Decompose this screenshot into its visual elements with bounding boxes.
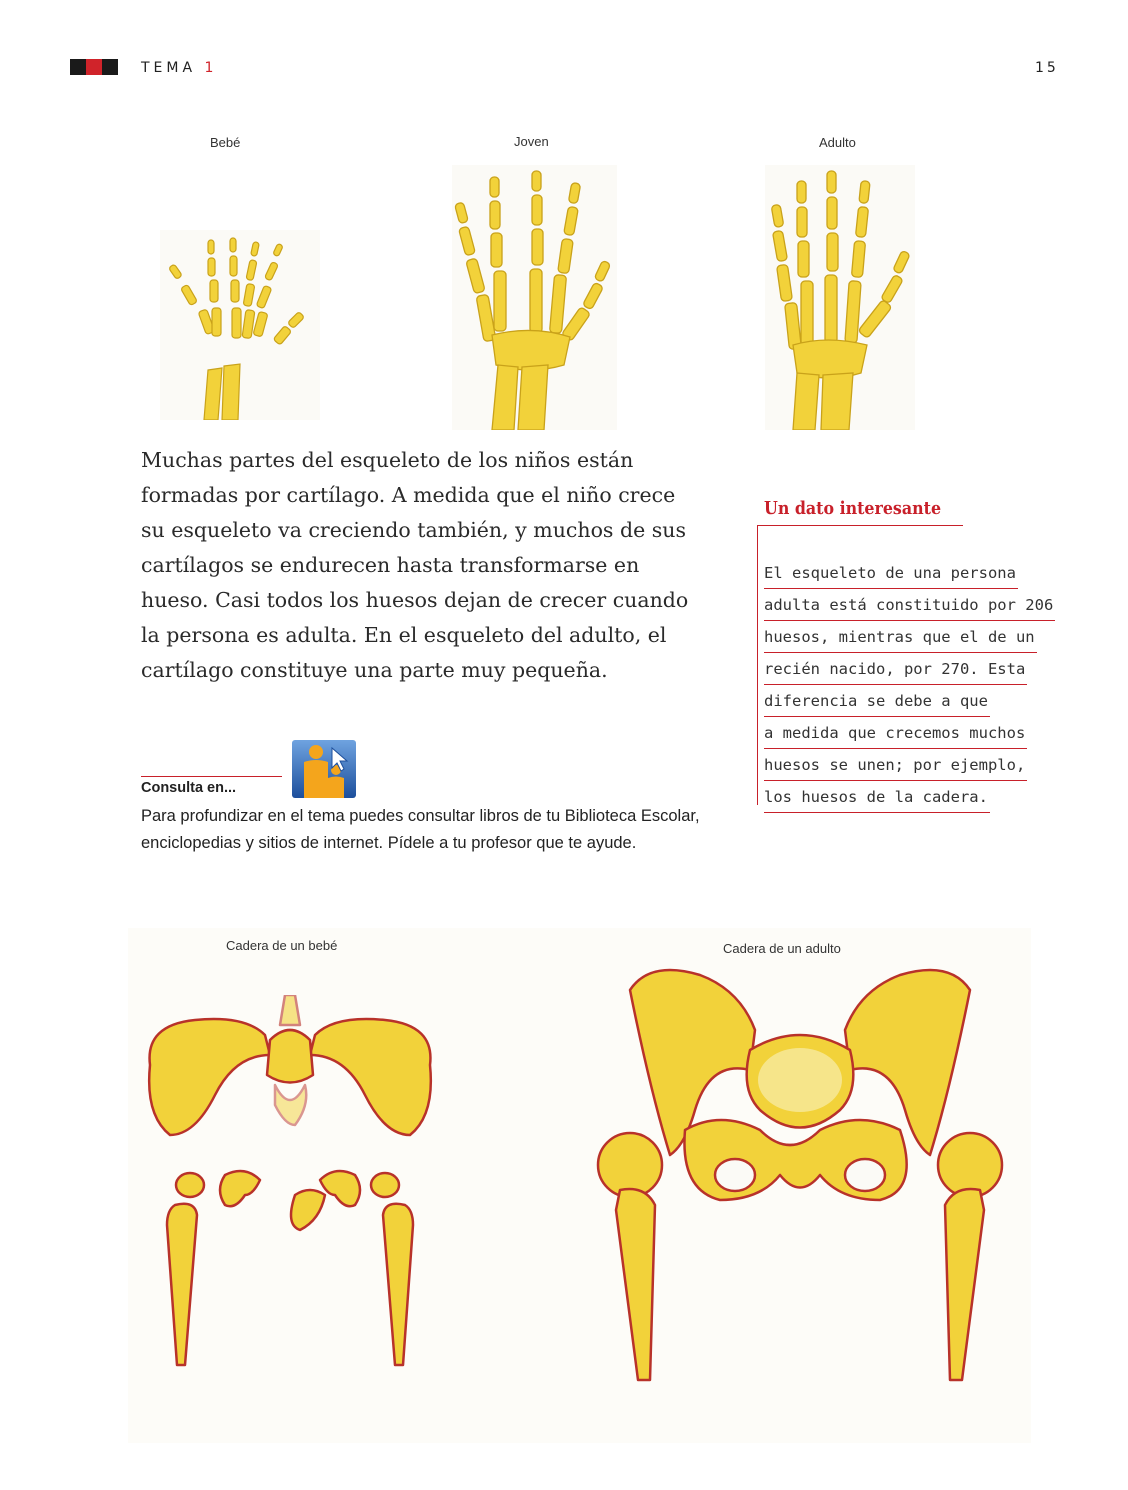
hand-caption-baby: Bebé bbox=[210, 135, 241, 150]
dato-line: recién nacido, por 270. Esta bbox=[764, 654, 1027, 685]
dato-left-border bbox=[757, 525, 758, 805]
tema-label: TEMA bbox=[141, 60, 197, 76]
hand-caption-young: Joven bbox=[514, 134, 549, 149]
section-label bbox=[141, 60, 217, 76]
dato-line: los huesos de la cadera. bbox=[764, 782, 990, 813]
young-hand-skeleton-illustration bbox=[452, 165, 617, 430]
hand-caption-adult: Adulto bbox=[819, 135, 856, 150]
adult-hand-skeleton-illustration bbox=[765, 165, 915, 430]
header-block-red bbox=[86, 59, 102, 75]
header-block-black-1 bbox=[70, 59, 86, 75]
dato-line: huesos, mientras que el de un bbox=[764, 622, 1037, 653]
dato-line: a medida que crecemos muchos bbox=[764, 718, 1027, 749]
dato-text-block bbox=[764, 558, 1055, 814]
consulta-rule bbox=[141, 776, 282, 777]
consulta-title: Consulta en... bbox=[141, 780, 237, 796]
consulta-text: Para profundizar en el tema puedes consultar libros de tu Biblioteca Escolar, enciclopedias y sitios de internet. Pídele a tu profesor que te ayude. bbox=[141, 807, 700, 852]
main-paragraph: Muchas partes del esqueleto de los niños están formadas por cartílago. A medida que el niño crece su esqueleto va creciendo también, y muchos de sus cartílagos se endurecen hasta transformarse en hueso. Casi todos los huesos dejan de crecer cuando la persona es adulta. En el esqueleto del adulto, el cartílago constituye una parte muy pequeña. bbox=[141, 448, 689, 682]
dato-title: Un dato interesante bbox=[764, 498, 942, 519]
baby-hand-skeleton-illustration bbox=[160, 230, 320, 420]
adult-hip-skeleton-illustration bbox=[590, 960, 1010, 1400]
dato-title-underline bbox=[757, 525, 963, 526]
tema-number: 1 bbox=[204, 60, 218, 76]
dato-line: diferencia se debe a que bbox=[764, 686, 990, 717]
dato-line: El esqueleto de una persona bbox=[764, 558, 1018, 589]
header-block-black-2 bbox=[102, 59, 118, 75]
family-computer-icon bbox=[292, 740, 356, 798]
dato-line: adulta está constituido por 206 bbox=[764, 590, 1055, 621]
baby-hip-skeleton-illustration bbox=[135, 995, 445, 1375]
page-number: 15 bbox=[1035, 60, 1059, 76]
dato-line: huesos se unen; por ejemplo, bbox=[764, 750, 1027, 781]
hip-caption-adult: Cadera de un adulto bbox=[723, 941, 841, 956]
hip-caption-baby: Cadera de un bebé bbox=[226, 938, 338, 953]
